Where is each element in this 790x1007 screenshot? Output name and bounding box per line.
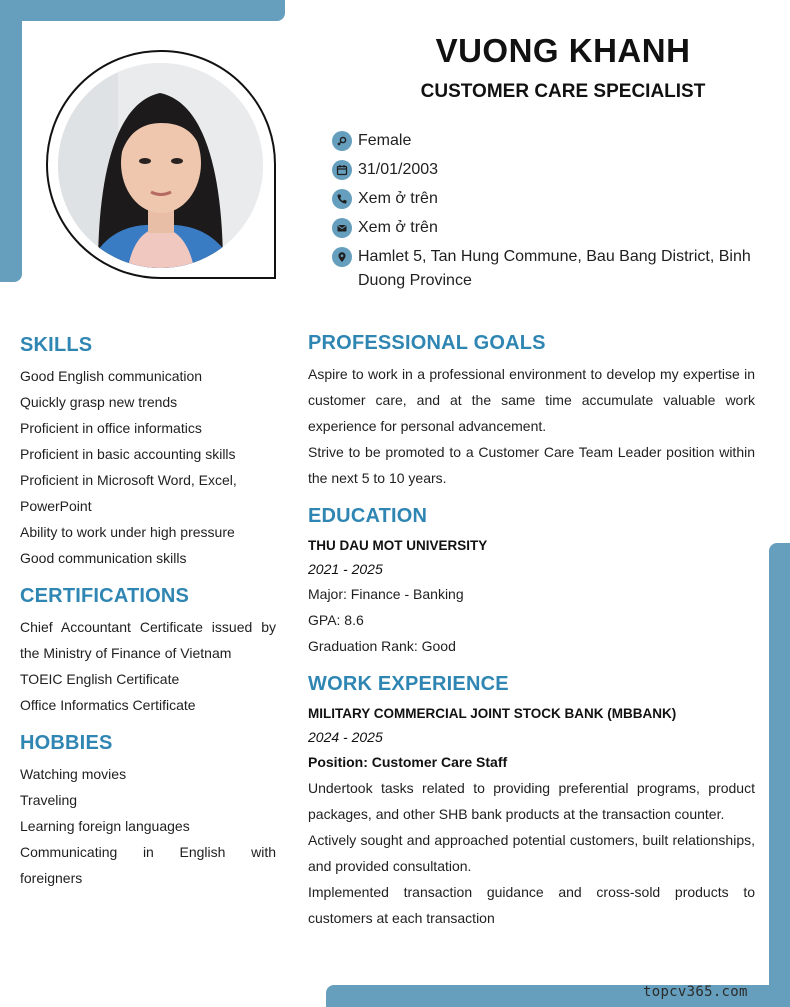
skill-item: Good English communication	[20, 368, 203, 384]
left-column	[20, 334, 276, 905]
phone-icon	[332, 189, 352, 209]
goals-heading: PROFESSIONAL GOALS	[308, 332, 546, 354]
education-section	[308, 505, 755, 659]
skill-item: Proficient in Microsoft Word, Excel, PowerPoint	[20, 472, 237, 514]
work-section	[308, 673, 755, 931]
certification-item: TOEIC English Certificate	[20, 671, 180, 687]
certifications-section	[20, 585, 276, 718]
profile-photo-frame	[46, 50, 276, 279]
decorative-right-bar	[769, 543, 790, 1007]
contact-email-text: Xem ở trên	[358, 219, 438, 236]
skill-item: Proficient in basic accounting skills	[20, 446, 236, 462]
work-duty: Actively sought and approached potential customers, built relationships, and provided consultation.	[308, 832, 755, 874]
calendar-icon	[332, 160, 352, 180]
goal-paragraph: Aspire to work in a professional environment to develop my expertise in customer care, and at the same time accumulate valuable work experience for personal advancement.	[308, 366, 755, 434]
contact-gender-text: Female	[358, 132, 412, 149]
work-duty: Undertook tasks related to providing preferential programs, product packages, and other SHB bank products at the transaction counter.	[308, 780, 755, 822]
education-rank: Graduation Rank: Good	[308, 638, 456, 654]
job-title: CUSTOMER CARE SPECIALIST	[420, 81, 706, 102]
decorative-left-bar	[0, 0, 22, 282]
profile-photo	[58, 63, 263, 268]
contact-birthdate	[332, 158, 752, 182]
gender-icon	[332, 131, 352, 151]
work-period: 2024 - 2025	[308, 729, 383, 745]
school-name: THU DAU MOT UNIVERSITY	[308, 538, 488, 553]
education-major: Major: Finance - Banking	[308, 586, 464, 602]
contact-phone	[332, 187, 752, 211]
education-period: 2021 - 2025	[308, 561, 383, 577]
hobby-item: Communicating in English with foreigners	[20, 844, 276, 886]
watermark: topcv365.com	[643, 984, 748, 1000]
hobby-item: Learning foreign languages	[20, 818, 190, 834]
skill-item: Proficient in office informatics	[20, 420, 202, 436]
contact-birthdate-text: 31/01/2003	[358, 161, 439, 178]
goals-section	[308, 332, 755, 491]
contact-phone-text: Xem ở trên	[358, 190, 438, 207]
email-icon	[332, 218, 352, 238]
decorative-top-bar	[0, 0, 285, 21]
education-gpa: GPA: 8.6	[308, 612, 364, 628]
contact-address-text: Hamlet 5, Tan Hung Commune, Bau Bang District, Binh Duong Province	[358, 248, 751, 289]
contact-email	[332, 216, 752, 240]
skills-section	[20, 334, 276, 571]
skill-item: Ability to work under high pressure	[20, 524, 235, 540]
portrait-image	[58, 63, 263, 268]
hobbies-heading: HOBBIES	[20, 732, 113, 754]
goal-paragraph: Strive to be promoted to a Customer Care Team Leader position within the next 5 to 10 years.	[308, 444, 755, 486]
hobbies-section	[20, 732, 276, 891]
hobby-item: Traveling	[20, 792, 78, 808]
certification-item: Office Informatics Certificate	[20, 697, 196, 713]
work-position: Position: Customer Care Staff	[308, 754, 508, 770]
skill-item: Good communication skills	[20, 550, 187, 566]
work-heading: WORK EXPERIENCE	[308, 673, 509, 695]
right-column	[308, 332, 755, 945]
contact-gender	[332, 129, 752, 153]
skill-item: Quickly grasp new trends	[20, 394, 178, 410]
work-duty: Implemented transaction guidance and cross-sold products to customers at each transaction	[308, 884, 755, 926]
education-heading: EDUCATION	[308, 505, 428, 527]
hobby-item: Watching movies	[20, 766, 127, 782]
contact-list	[332, 129, 752, 298]
location-icon	[332, 247, 352, 267]
company-name: MILITARY COMMERCIAL JOINT STOCK BANK (MBBANK)	[308, 706, 677, 721]
skills-heading: SKILLS	[20, 334, 93, 356]
candidate-name: VUONG KHANH	[435, 32, 691, 69]
certifications-heading: CERTIFICATIONS	[20, 585, 190, 607]
certification-item: Chief Accountant Certificate issued by the Ministry of Finance of Vietnam	[20, 619, 276, 661]
contact-address	[332, 245, 752, 293]
